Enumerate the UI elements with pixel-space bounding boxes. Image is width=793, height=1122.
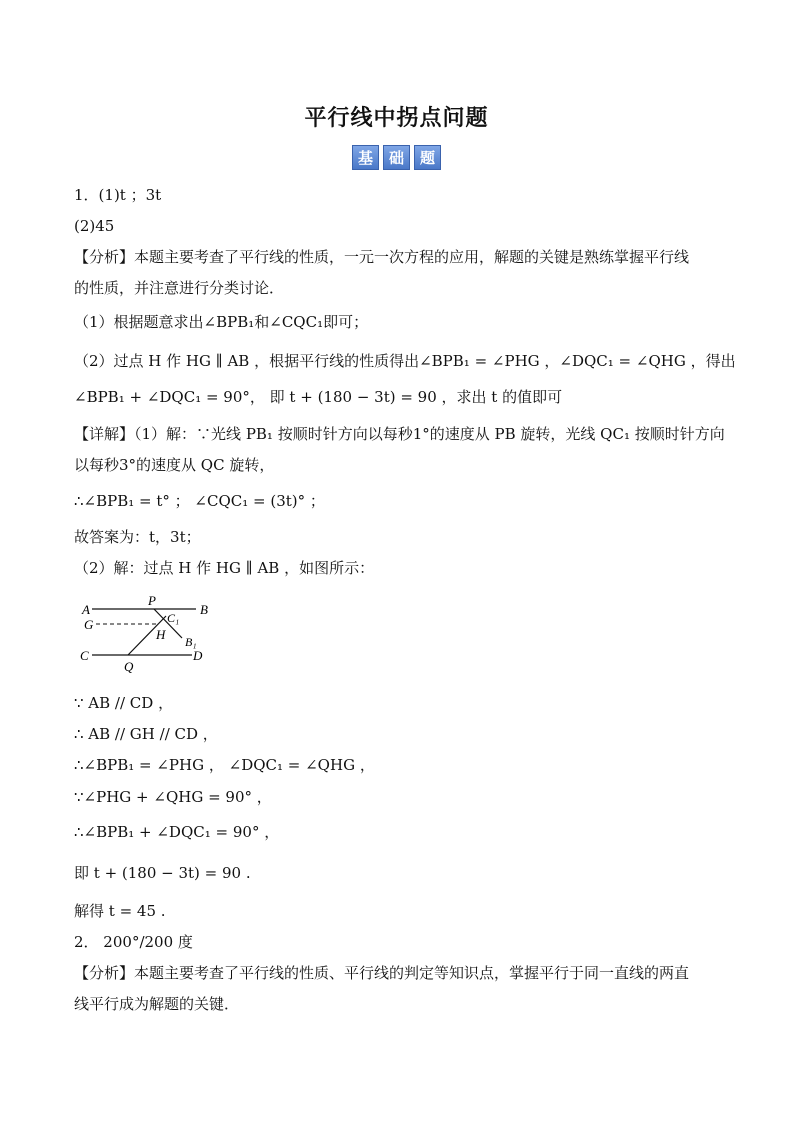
step-4: ∵∠PHG + ∠QHG = 90° ，	[74, 788, 272, 806]
label-b1: B₁	[185, 635, 197, 649]
badge-2: 础	[383, 145, 410, 170]
geometry-figure	[74, 592, 224, 678]
label-c: C	[80, 648, 89, 663]
label-b: B	[200, 602, 208, 617]
detail-1-line-2: 以每秒3°的速度从 QC 旋转，	[74, 456, 275, 474]
section-badges	[0, 145, 793, 170]
step-1: ∵ AB // CD ，	[74, 694, 174, 712]
detail-2-intro: （2）解：过点 H 作 HG ∥ AB ，如图所示：	[74, 559, 375, 577]
badge-1: 基	[352, 145, 379, 170]
analysis-1-line-2: 的性质，并注意进行分类讨论．	[74, 279, 285, 297]
step-7: 解得 t = 45 .	[74, 902, 166, 920]
step-6: 即 t + (180 − 3t) = 90 .	[74, 864, 251, 882]
detail-1-line-3: ∴∠BPB₁ = t° ； ∠CQC₁ = (3t)° ；	[74, 492, 325, 510]
step-5: ∴∠BPB₁ + ∠DQC₁ = 90° ，	[74, 823, 280, 841]
label-c1: C₁	[167, 611, 180, 625]
step-2: ∴ AB // GH // CD ，	[74, 725, 218, 743]
detail-1-line-1: 【详解】（1）解：∵光线 PB₁ 按顺时针方向以每秒1°的速度从 PB 旋转，光线 QC₁ 按顺时针方向	[74, 425, 725, 443]
detail-1-line-4: 故答案为：t，3t；	[74, 528, 201, 546]
analysis-1-part-2-line-1: （2）过点 H 作 HG ∥ AB ，根据平行线的性质得出∠BPB₁ = ∠PHG ，∠DQC₁ = ∠QHG ，得出	[74, 352, 736, 370]
label-a: A	[82, 602, 90, 617]
page-title: 平行线中拐点问题	[304, 105, 489, 131]
step-3: ∴∠BPB₁ = ∠PHG ， ∠DQC₁ = ∠QHG ，	[74, 756, 375, 774]
analysis-1-line-1: 【分析】本题主要考查了平行线的性质，一元一次方程的应用，解题的关键是熟练掌握平行线	[74, 248, 690, 266]
analysis-1-part-2-line-2: ∠BPB₁ + ∠DQC₁ = 90°， 即 t + (180 − 3t) = 90 ，求出 t 的值即可	[74, 388, 563, 406]
badge-3: 题	[414, 145, 441, 170]
label-p: P	[148, 593, 156, 608]
answer-1-1: 1．(1)t ；3t	[74, 186, 162, 204]
answer-2: 2． 200°/200 度	[74, 933, 193, 951]
label-d: D	[193, 648, 203, 663]
label-g: G	[84, 617, 94, 632]
label-h: H	[156, 627, 166, 642]
answer-1-2: (2)45	[74, 217, 115, 235]
analysis-1-part-1: （1）根据题意求出∠BPB₁和∠CQC₁即可；	[74, 313, 369, 331]
label-q: Q	[124, 659, 134, 674]
analysis-2-line-1: 【分析】本题主要考查了平行线的性质、平行线的判定等知识点，掌握平行于同一直线的两直	[74, 964, 690, 982]
analysis-2-line-2: 线平行成为解题的关键．	[74, 995, 240, 1013]
